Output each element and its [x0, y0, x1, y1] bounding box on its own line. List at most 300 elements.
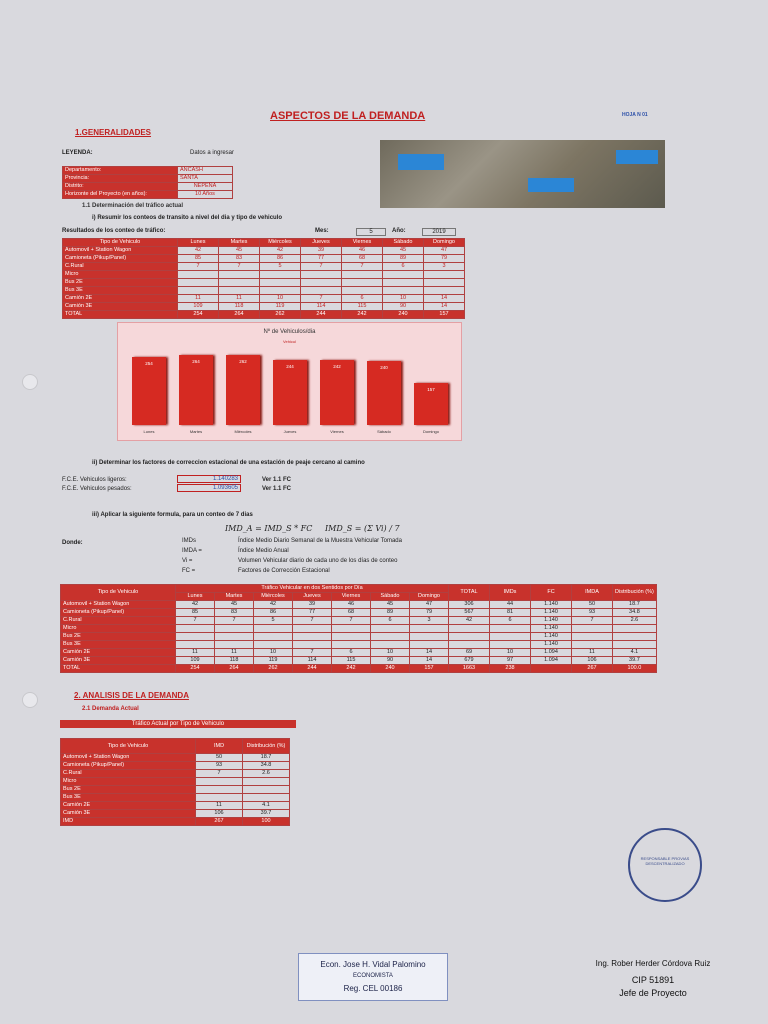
- punch-hole: [22, 374, 38, 390]
- table-cell: 264: [215, 665, 254, 673]
- table-cell: 11: [196, 802, 243, 810]
- table-cell: [176, 625, 215, 633]
- table-cell: Micro: [61, 625, 176, 633]
- legend-label: LEYENDA:: [62, 150, 93, 156]
- table-cell: 240: [383, 311, 424, 319]
- table-cell: 567: [449, 609, 490, 617]
- map-marker: [616, 150, 658, 164]
- table-cell: [572, 633, 613, 641]
- table-cell: 14: [410, 657, 449, 665]
- counts-label: Resultados de los conteo de tráfico:: [62, 228, 166, 234]
- table-cell: [371, 641, 410, 649]
- column-header: Miércoles: [254, 593, 293, 601]
- table-cell: Camión 3E: [61, 657, 176, 665]
- table-row: [61, 794, 290, 802]
- table-cell: [243, 778, 290, 786]
- definition-key: IMDs: [182, 538, 196, 544]
- sheet-number: HOJA N 01: [622, 112, 648, 118]
- table-cell: 1.140: [531, 641, 572, 649]
- table-row: [63, 311, 465, 319]
- donde-label: Donde:: [62, 540, 83, 546]
- column-header: Viernes: [332, 593, 371, 601]
- year-value: 2019: [422, 228, 456, 236]
- chart-bar: [179, 355, 213, 425]
- column-header: Domingo: [424, 239, 465, 247]
- table-cell: 39: [301, 247, 342, 255]
- column-header: Domingo: [410, 593, 449, 601]
- column-header: Distribución (%): [613, 585, 657, 601]
- table-cell: 240: [371, 665, 410, 673]
- table-cell: 77: [293, 609, 332, 617]
- table-cell: 77: [301, 255, 342, 263]
- table-cell: 14: [424, 303, 465, 311]
- table-cell: [243, 794, 290, 802]
- table-cell: 7: [293, 649, 332, 657]
- table-row: [61, 601, 657, 609]
- table-cell: 83: [215, 609, 254, 617]
- column-header: FC: [531, 585, 572, 601]
- chart-bar: [320, 360, 354, 425]
- column-header: Jueves: [293, 593, 332, 601]
- table-cell: 2.6: [613, 617, 657, 625]
- table-cell: [531, 665, 572, 673]
- table-cell: 1.140: [531, 633, 572, 641]
- chart-bar: [132, 357, 166, 425]
- table-cell: 6: [332, 649, 371, 657]
- info-value: SANTA: [178, 175, 233, 183]
- table-cell: 86: [254, 609, 293, 617]
- table-cell: [215, 625, 254, 633]
- table-header-row: [63, 239, 465, 247]
- table-cell: 93: [572, 609, 613, 617]
- fce-heavy-ref: Ver 1.1 FC: [262, 486, 292, 492]
- table-row: [61, 633, 657, 641]
- column-header: Martes: [219, 239, 260, 247]
- table-cell: 45: [215, 601, 254, 609]
- table-row: [63, 247, 465, 255]
- table-cell: 3: [410, 617, 449, 625]
- table-row: [61, 625, 657, 633]
- table-cell: [490, 641, 531, 649]
- table-cell: 100: [243, 818, 290, 826]
- table-cell: Camión 3E: [61, 810, 196, 818]
- table-cell: 47: [410, 601, 449, 609]
- table-cell: Camión 2E: [61, 649, 176, 657]
- column-header: TOTAL: [449, 585, 490, 601]
- fce-heavy-label: F.C.E. Vehiculos pesados:: [62, 486, 132, 492]
- table-cell: Camioneta (Pikup/Panel): [61, 762, 196, 770]
- fce-heavy-value: 1.093605: [177, 484, 241, 492]
- table-cell: 3: [424, 263, 465, 271]
- table-cell: 1.140: [531, 617, 572, 625]
- fce-light-label: F.C.E. Vehiculos ligeros:: [62, 477, 127, 483]
- signature-title: ECONOMISTA: [353, 973, 393, 979]
- table-cell: [371, 625, 410, 633]
- table-cell: TOTAL: [63, 311, 178, 319]
- table-cell: Micro: [61, 778, 196, 786]
- bar-value-label: 242: [333, 364, 341, 370]
- table-cell: [490, 633, 531, 641]
- table-cell: 6: [342, 295, 383, 303]
- location-info: [62, 166, 233, 199]
- definition-value: Factores de Corrección Estacional: [238, 568, 330, 574]
- table-cell: 18.7: [243, 754, 290, 762]
- table-cell: 39: [293, 601, 332, 609]
- table-cell: 118: [215, 657, 254, 665]
- table-cell: [178, 279, 219, 287]
- table-cell: 109: [176, 657, 215, 665]
- x-tick-label: Jueves: [283, 429, 297, 434]
- table-row: [63, 255, 465, 263]
- column-header: Jueves: [301, 239, 342, 247]
- table-cell: C.Rural: [61, 770, 196, 778]
- table-cell: 50: [572, 601, 613, 609]
- table-cell: 115: [332, 657, 371, 665]
- bar-value-label: 240: [380, 365, 388, 370]
- table-cell: 90: [371, 657, 410, 665]
- counts-table: [62, 238, 465, 319]
- table-cell: 238: [490, 665, 531, 673]
- column-header: Tipo de Vehiculo: [61, 739, 196, 754]
- table-cell: [219, 271, 260, 279]
- demand-table-title: Tráfico Actual por Tipo de Vehiculo: [60, 720, 296, 728]
- table-cell: 69: [449, 649, 490, 657]
- table-cell: 50: [196, 754, 243, 762]
- table-cell: [424, 271, 465, 279]
- economist-signature: [298, 953, 448, 1001]
- table-cell: 44: [490, 601, 531, 609]
- table-cell: 157: [410, 665, 449, 673]
- table-cell: [424, 287, 465, 295]
- table-cell: [196, 786, 243, 794]
- info-label: Distrito:: [63, 183, 178, 191]
- table-cell: 1.140: [531, 609, 572, 617]
- definition-key: FC =: [182, 568, 196, 574]
- chart-legend: Vehicul: [283, 339, 296, 344]
- table-cell: [243, 786, 290, 794]
- column-header: IMDA: [572, 585, 613, 601]
- table-row: [61, 770, 290, 778]
- table-row: [61, 802, 290, 810]
- table-cell: 85: [176, 609, 215, 617]
- table-cell: 42: [254, 601, 293, 609]
- table-cell: 46: [332, 601, 371, 609]
- table-cell: Camioneta (Pikup/Panel): [63, 255, 178, 263]
- table-cell: [410, 625, 449, 633]
- table-cell: [342, 279, 383, 287]
- column-header: Sábado: [383, 239, 424, 247]
- table-cell: 267: [572, 665, 613, 673]
- table-cell: 2.6: [243, 770, 290, 778]
- x-tick-label: Sábado: [377, 429, 391, 434]
- table-cell: [219, 287, 260, 295]
- table-cell: [260, 271, 301, 279]
- table-cell: 10: [490, 649, 531, 657]
- table-cell: 244: [293, 665, 332, 673]
- table-cell: 68: [332, 609, 371, 617]
- table-row: [63, 303, 465, 311]
- table-cell: 5: [254, 617, 293, 625]
- table-row: [63, 279, 465, 287]
- table-cell: 34.8: [613, 609, 657, 617]
- table-cell: Camión 3E: [63, 303, 178, 311]
- table-cell: [449, 633, 490, 641]
- definition-key: Vi =: [182, 558, 193, 564]
- table-cell: 45: [219, 247, 260, 255]
- table-cell: 42: [178, 247, 219, 255]
- table-cell: 68: [342, 255, 383, 263]
- legend-text: Datos a ingresar: [190, 150, 235, 156]
- table-cell: 11: [572, 649, 613, 657]
- section-analisis: 2. ANALISIS DE LA DEMANDA: [74, 691, 189, 700]
- table-cell: [178, 287, 219, 295]
- table-cell: 157: [424, 311, 465, 319]
- table-row: [61, 641, 657, 649]
- table-cell: 7: [301, 263, 342, 271]
- column-header: IMD: [196, 739, 243, 754]
- bar-value-label: 157: [427, 387, 435, 393]
- table-cell: 6: [490, 617, 531, 625]
- definition-key: IMDA =: [182, 548, 202, 554]
- table-cell: 45: [371, 601, 410, 609]
- step-iii: iii) Aplicar la siguiente formula, para un conteo de 7 dias: [92, 512, 253, 518]
- table-cell: 7: [332, 617, 371, 625]
- table-cell: 11: [178, 295, 219, 303]
- table-row: [61, 665, 657, 673]
- bar-value-label: 264: [192, 358, 200, 364]
- step-i: i) Resumir los conteos de transito a nivel del dia y tipo de vehiculo: [92, 215, 283, 221]
- table-cell: 14: [424, 295, 465, 303]
- table-cell: [176, 633, 215, 641]
- map-marker: [528, 178, 574, 192]
- table-cell: 11: [176, 649, 215, 657]
- signature-name: Ing. Rober Herder Córdova Ruiz: [595, 959, 711, 968]
- table-row: [61, 810, 290, 818]
- table-cell: 106: [572, 657, 613, 665]
- table-cell: Bus 3E: [61, 641, 176, 649]
- formula-imds: IMD_S = (Σ Vi) / 7: [325, 524, 400, 533]
- vehicles-per-day-chart: [117, 322, 462, 441]
- table-cell: 47: [424, 247, 465, 255]
- info-label: Provincia:: [63, 175, 178, 183]
- table-cell: [254, 625, 293, 633]
- table-cell: 11: [219, 295, 260, 303]
- table-cell: 118: [219, 303, 260, 311]
- table-cell: Bus 2E: [61, 633, 176, 641]
- signature-reg: Reg. CEL 00186: [343, 984, 403, 993]
- table-cell: 7: [176, 617, 215, 625]
- table-cell: 79: [410, 609, 449, 617]
- table-cell: Micro: [63, 271, 178, 279]
- definition-value: Índice Medio Diario Semanal de la Muestra Vehicular Tomada: [238, 538, 402, 544]
- table-cell: 5: [260, 263, 301, 271]
- table-cell: 262: [254, 665, 293, 673]
- table-cell: 39.7: [613, 657, 657, 665]
- table-cell: [572, 641, 613, 649]
- table-cell: [196, 778, 243, 786]
- signature-cip: CIP 51891: [631, 975, 675, 985]
- engineer-signature: [578, 955, 728, 1003]
- info-label: Departamento:: [63, 167, 178, 175]
- info-value: 10 Años: [178, 191, 233, 199]
- table-cell: 81: [490, 609, 531, 617]
- table-cell: 97: [490, 657, 531, 665]
- month-value: 5: [356, 228, 386, 236]
- table-cell: 11: [215, 649, 254, 657]
- signature-name: Econ. Jose H. Vidal Palomino: [320, 960, 426, 969]
- table-cell: 39.7: [243, 810, 290, 818]
- table-row: [61, 657, 657, 665]
- table-cell: 6: [371, 617, 410, 625]
- formula-imda: IMD_A = IMD_S * FC: [225, 524, 313, 533]
- table-cell: [196, 794, 243, 802]
- info-value: NEPEÑA: [178, 183, 233, 191]
- table-cell: 254: [176, 665, 215, 673]
- table-cell: 7: [178, 263, 219, 271]
- table-cell: 679: [449, 657, 490, 665]
- step-ii: ii) Determinar los factores de correccion estacional de una estación de peaje cercano al camino: [92, 460, 365, 466]
- x-tick-label: Viernes: [330, 429, 344, 434]
- table-cell: Automovil + Station Wagon: [63, 247, 178, 255]
- table-cell: C.Rural: [61, 617, 176, 625]
- table-cell: Automovil + Station Wagon: [61, 754, 196, 762]
- signature-role: Jefe de Proyecto: [619, 988, 687, 998]
- column-header: Sábado: [371, 593, 410, 601]
- table-row: [61, 778, 290, 786]
- table-cell: 34.8: [243, 762, 290, 770]
- definition-value: Volumen Vehicular diario de cada uno de los días de conteo: [238, 558, 398, 564]
- table-row: [61, 617, 657, 625]
- table-cell: 244: [301, 311, 342, 319]
- table-cell: 1.140: [531, 625, 572, 633]
- column-header: IMDs: [490, 585, 531, 601]
- table-cell: [383, 279, 424, 287]
- table-row: [61, 786, 290, 794]
- table-cell: [178, 271, 219, 279]
- map-marker: [398, 154, 444, 170]
- table-cell: [219, 279, 260, 287]
- column-header: Viernes: [342, 239, 383, 247]
- table-cell: [332, 625, 371, 633]
- table-cell: Bus 3E: [63, 287, 178, 295]
- table-cell: [383, 287, 424, 295]
- x-tick-label: Lunes: [143, 429, 155, 434]
- table-cell: [410, 641, 449, 649]
- table-cell: [449, 625, 490, 633]
- page-title: ASPECTOS DE LA DEMANDA: [270, 110, 426, 122]
- table-cell: 83: [219, 255, 260, 263]
- info-value: ANCASH: [178, 167, 233, 175]
- month-label: Mes:: [315, 228, 329, 234]
- table-cell: 119: [260, 303, 301, 311]
- table-cell: Camión 2E: [63, 295, 178, 303]
- bar-value-label: 254: [145, 361, 153, 367]
- chart-bar: [273, 360, 307, 425]
- table-cell: 46: [342, 247, 383, 255]
- chart-plot-area: [118, 323, 461, 440]
- table-cell: [301, 287, 342, 295]
- table-cell: 7: [293, 617, 332, 625]
- chart-bar: [226, 355, 260, 425]
- table-cell: Bus 2E: [63, 279, 178, 287]
- table-cell: [424, 279, 465, 287]
- table-cell: 7: [219, 263, 260, 271]
- table-cell: 114: [293, 657, 332, 665]
- table-cell: 1663: [449, 665, 490, 673]
- chart-bar: [367, 361, 401, 425]
- table-cell: [254, 633, 293, 641]
- table-cell: 254: [178, 311, 219, 319]
- table-row: [61, 762, 290, 770]
- punch-hole: [22, 692, 38, 708]
- responsable-stamp: [628, 828, 702, 902]
- table-cell: 106: [196, 810, 243, 818]
- table-cell: [332, 641, 371, 649]
- table-cell: 93: [196, 762, 243, 770]
- table-cell: 7: [572, 617, 613, 625]
- table-cell: Camión 2E: [61, 802, 196, 810]
- table-cell: 6: [383, 263, 424, 271]
- table-cell: 10: [383, 295, 424, 303]
- demand-table: [60, 738, 290, 826]
- column-header: Miércoles: [260, 239, 301, 247]
- table-cell: 42: [176, 601, 215, 609]
- table-row: [63, 295, 465, 303]
- table-row: [61, 649, 657, 657]
- table-cell: 262: [260, 311, 301, 319]
- table-cell: 10: [254, 649, 293, 657]
- satellite-map: [380, 140, 665, 208]
- table-cell: [301, 271, 342, 279]
- table-cell: 10: [260, 295, 301, 303]
- subsection-trafico: 1.1 Determinación del tráfico actual: [82, 203, 184, 209]
- column-header: Distribución (%): [243, 739, 290, 754]
- fce-light-ref: Ver 1.1 FC: [262, 477, 292, 483]
- column-header: Tipo de Vehiculo: [61, 585, 176, 601]
- table-cell: 114: [301, 303, 342, 311]
- table-cell: 100.0: [613, 665, 657, 673]
- table-cell: Bus 2E: [61, 786, 196, 794]
- table-header-row: [61, 585, 657, 593]
- table-cell: 242: [342, 311, 383, 319]
- table-cell: 7: [215, 617, 254, 625]
- table-cell: 267: [196, 818, 243, 826]
- table-cell: 1.094: [531, 657, 572, 665]
- table-cell: [176, 641, 215, 649]
- imd-table: [60, 584, 657, 673]
- table-cell: 42: [449, 617, 490, 625]
- table-cell: 85: [178, 255, 219, 263]
- table-cell: 14: [410, 649, 449, 657]
- bar-value-label: 262: [239, 359, 247, 365]
- column-header: Tipo de Vehiculo: [63, 239, 178, 247]
- table-cell: [449, 641, 490, 649]
- table-cell: [572, 625, 613, 633]
- section-generalidades: 1.GENERALIDADES: [75, 128, 152, 137]
- table-header-row: [61, 739, 290, 754]
- table-cell: 42: [260, 247, 301, 255]
- info-label: Horizonte del Proyecto (en años):: [63, 191, 178, 199]
- table-row: [61, 609, 657, 617]
- table-cell: Camioneta (Pikup/Panel): [61, 609, 176, 617]
- table-cell: [613, 633, 657, 641]
- table-cell: [383, 271, 424, 279]
- table-cell: IMD: [61, 818, 196, 826]
- table-cell: 306: [449, 601, 490, 609]
- table-cell: 1.140: [531, 601, 572, 609]
- table-cell: [613, 625, 657, 633]
- table-cell: 90: [383, 303, 424, 311]
